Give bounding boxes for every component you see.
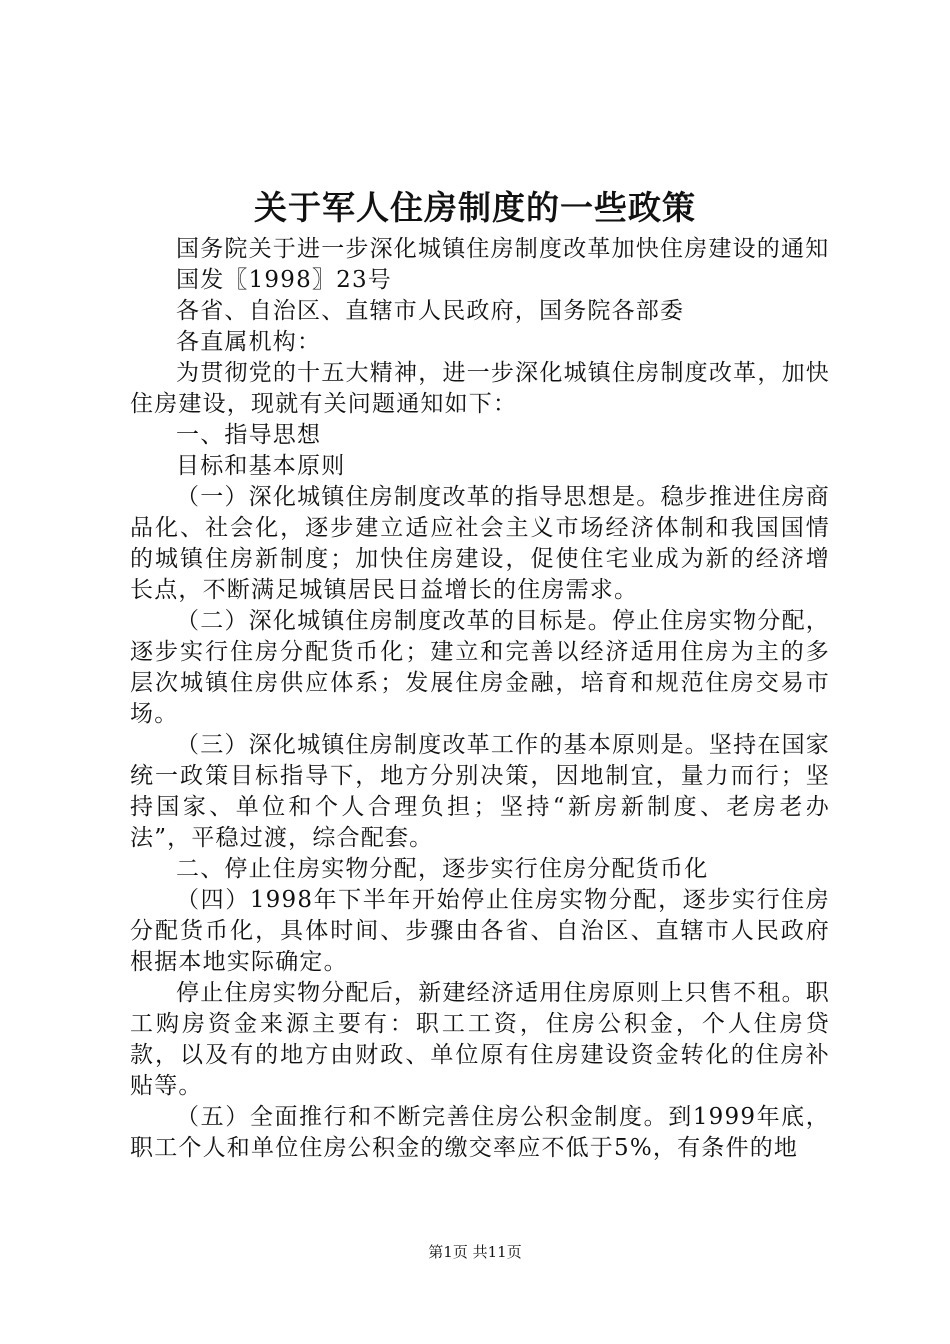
section-subheading-1: 目标和基本原则 — [176, 453, 346, 479]
document-title: 关于军人住房制度的一些政策 — [254, 188, 696, 227]
paragraph-item-4: （四）1998年下半年开始停止住房实物分配，逐步实行住房分配货币化，具体时间、步骤由各省、自治区、直辖市人民政府根据本地实际确定。 — [130, 887, 830, 975]
section-heading-1: 一、指导思想 — [176, 422, 322, 448]
paragraph-item-5: （五）全面推行和不断完善住房公积金制度。到1999年底，职工个人和单位住房公积金的缴交率应不低于5%，有条件的地 — [130, 1104, 830, 1161]
page-footer: 第1页 共11页 — [428, 1243, 522, 1261]
paragraph-recipients: 各省、自治区、直辖市人民政府，国务院各部委 — [176, 298, 685, 324]
paragraph-recipients-cont: 各直属机构： — [176, 329, 322, 355]
paragraph-funding-sources: 停止住房实物分配后，新建经济适用住房原则上只售不租。职工购房资金来源主要有：职工工资，住房公积金，个人住房贷款，以及有的地方由财政、单位原有住房建设资金转化的住房补贴等。 — [130, 980, 830, 1099]
paragraph-item-3: （三）深化城镇住房制度改革工作的基本原则是。坚持在国家统一政策目标指导下，地方分别决策，因地制宜，量力而行；坚持国家、单位和个人合理负担；坚持“新房新制度、老房老办法”，平稳过渡，综合配套。 — [130, 732, 830, 851]
section-heading-2: 二、停止住房实物分配，逐步实行住房分配货币化 — [176, 856, 709, 882]
paragraph-notice-title: 国务院关于进一步深化城镇住房制度改革加快住房建设的通知 — [176, 236, 830, 262]
paragraph-item-2: （二）深化城镇住房制度改革的目标是。停止住房实物分配，逐步实行住房分配货币化；建立和完善以经济适用住房为主的多层次城镇住房供应体系；发展住房金融，培育和规范住房交易市场。 — [130, 608, 830, 727]
paragraph-document-number: 国发〖1998〗23号 — [176, 267, 392, 293]
paragraph-intro: 为贯彻党的十五大精神，进一步深化城镇住房制度改革，加快住房建设，现就有关问题通知如下： — [130, 360, 830, 417]
paragraph-item-1: （一）深化城镇住房制度改革的指导思想是。稳步推进住房商品化、社会化，逐步建立适应社会主义市场经济体制和我国国情的城镇住房新制度；加快住房建设，促使住宅业成为新的经济增长点，不断满足城镇居民日益增长的住房需求。 — [130, 484, 830, 603]
document-body — [130, 234, 830, 1164]
